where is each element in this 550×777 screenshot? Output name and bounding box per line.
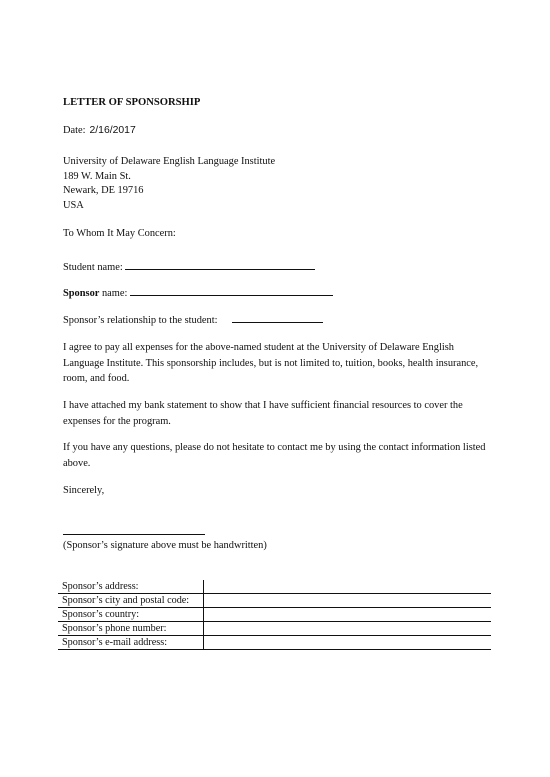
sponsor-info-table	[58, 580, 491, 650]
date-row	[63, 125, 136, 136]
signature-note: (Sponsor’s signature above must be handwritten)	[63, 540, 267, 551]
student-name-field[interactable]	[125, 259, 315, 270]
letter-title: LETTER OF SPONSORSHIP	[63, 97, 201, 108]
sponsor-city-field[interactable]	[204, 594, 492, 608]
table-row	[58, 622, 491, 636]
date-label: Date:	[63, 125, 86, 136]
relationship-label: Sponsor’s relationship to the student:	[63, 315, 218, 326]
student-name-row	[63, 259, 315, 273]
table-row	[58, 636, 491, 650]
sponsor-name-field[interactable]	[130, 285, 333, 296]
address-line: USA	[63, 199, 84, 211]
paragraph-contact: If you have any questions, please do not hesitate to contact me by using the contact information listed above.	[63, 442, 486, 469]
recipient-address	[63, 155, 275, 213]
sponsor-phone-label: Sponsor’s phone number:	[58, 622, 204, 636]
paragraph-expenses: I agree to pay all expenses for the above-named student at the University of Delaware English Language Institute. This sponsorship includes, but is not limited to, tuition, books, health insurance, room, and food.	[63, 342, 479, 384]
address-line: Newark, DE 19716	[63, 185, 144, 196]
table-row	[58, 608, 491, 622]
paragraph-bank-statement: I have attached my bank statement to show that I have sufficient financial resources to cover the expenses for the program.	[63, 400, 463, 427]
sponsor-city-label: Sponsor’s city and postal code:	[58, 594, 204, 608]
relationship-row	[63, 312, 323, 326]
address-line: 189 W. Main St.	[63, 170, 131, 182]
sponsor-country-field[interactable]	[204, 608, 492, 622]
sponsor-email-label: Sponsor’s e-mail address:	[58, 636, 204, 650]
sponsor-address-field[interactable]	[204, 580, 492, 594]
sponsor-name-label: name:	[99, 288, 128, 299]
sponsor-name-row	[63, 285, 333, 299]
table-row	[58, 594, 491, 608]
relationship-field[interactable]	[232, 312, 323, 323]
signature-line[interactable]	[63, 534, 205, 535]
closing: Sincerely,	[63, 485, 105, 496]
sponsor-email-field[interactable]	[204, 636, 492, 650]
sponsor-phone-field[interactable]	[204, 622, 492, 636]
address-line: University of Delaware English Language Institute	[63, 156, 276, 167]
sponsor-country-label: Sponsor’s country:	[58, 608, 204, 622]
date-value[interactable]: 2/16/2017	[89, 125, 136, 136]
sponsor-name-label-bold: Sponsor	[63, 288, 100, 299]
sponsor-address-label: Sponsor’s address:	[58, 580, 204, 594]
salutation: To Whom It May Concern:	[63, 228, 176, 239]
table-row	[58, 580, 491, 594]
student-name-label: Student name:	[63, 262, 123, 273]
